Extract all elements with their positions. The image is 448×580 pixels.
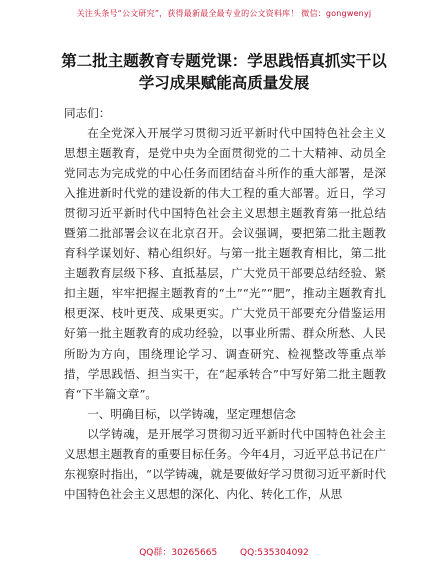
footer-qq-group: QQ群：30265665 bbox=[139, 548, 218, 558]
body-paragraph: 以学铸魂，是开展学习贯彻习近平新时代中国特色社会主义思想主题教育的重要目标任务。今年4月，习近平总书记在广东视察时指出，“以学铸魂，就是要做好学习贯彻习近平新时代中国特色社会主义思想的深化、内化、转化工作，从思 bbox=[64, 426, 386, 501]
document-title: 第二批主题教育专题党课：学思践悟真抓实干以学习成果赋能高质量发展 bbox=[61, 52, 387, 92]
body-paragraph: 在全党深入开展学习贯彻习近平新时代中国特色社会主义思想主题教育，是党中央为全面贯彻党的二十大精神、动员全党同志为完成党的中心任务而团结奋斗所作的重大部署，是深入推进新时代党的建设新的伟大工程的重大部署。近日，学习贯彻习近平新时代中国特色社会主义思想主题教育第一批总结暨第二批部署会议在北京召开。会议强调，要把第二批主题教育科学谋划好、精心组织好。与第一批主题教育相比，第二批主题教育层级下移、直抵基层，广大党员干部要总结经验、紧扣主题，牢牢把握主题教育的“土”“光”“肥”，推动主题教育扎根更深、枝叶更茂、成果更实。广大党员干部要充分借鉴运用好第一批主题教育的成功经验，以事业所需、群众所愁、人民所盼为方向，围绕理论学习、调查研究、检视整改等重点举措，学思践悟、担当实干，在“起承转合”中写好第二批主题教育“下半篇文章”。 bbox=[64, 126, 386, 401]
document-body bbox=[64, 123, 386, 504]
section-heading: 一、明确目标，以学铸魂，坚定理想信念 bbox=[87, 406, 296, 421]
top-banner[interactable]: 关注头条号“公文研究”，获得最新最全最专业的公文资料库！ 微信：gongwenyj bbox=[76, 9, 372, 18]
footer-qq: QQ:535304092 bbox=[240, 548, 309, 558]
footer-contact bbox=[0, 545, 448, 558]
salutation: 同志们： bbox=[64, 106, 111, 120]
